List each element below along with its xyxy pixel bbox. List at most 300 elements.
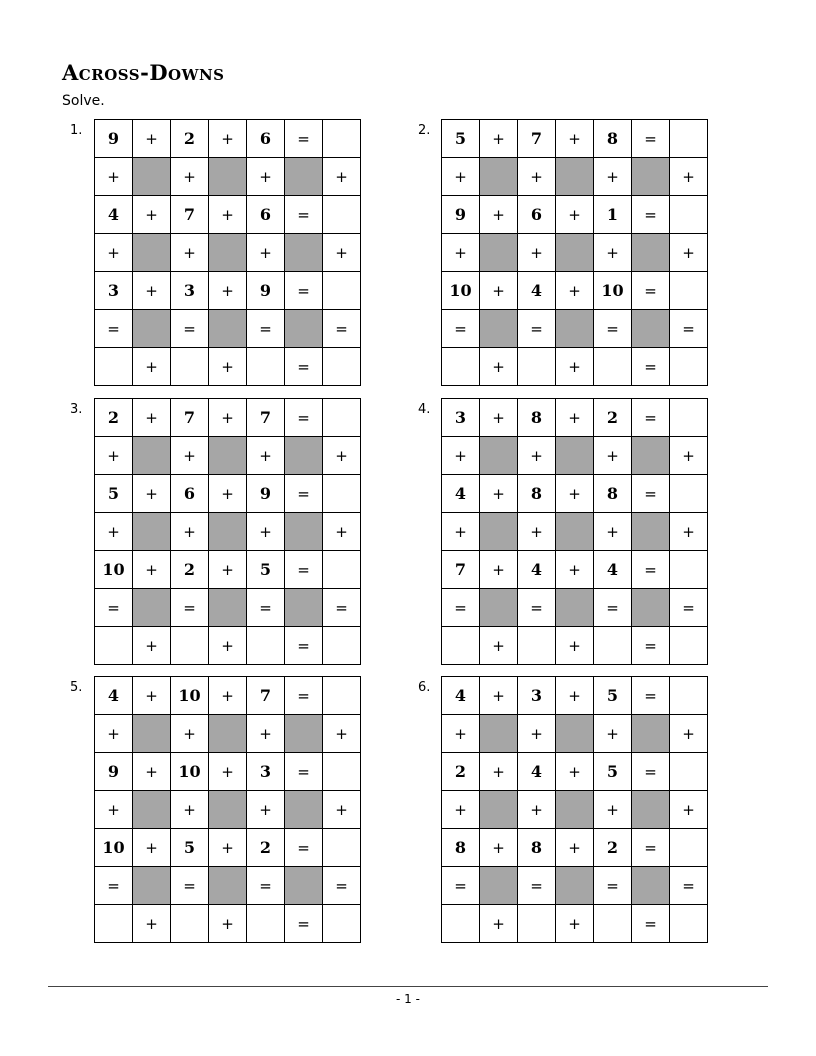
plus-sign: +: [556, 475, 594, 513]
plus-sign: +: [133, 120, 171, 158]
answer-cell[interactable]: [594, 905, 632, 943]
equals-sign: =: [632, 627, 670, 665]
number-cell: 10: [171, 677, 209, 715]
plus-sign: +: [594, 791, 632, 829]
grid-row: [95, 158, 361, 196]
plus-sign: +: [209, 475, 247, 513]
shaded-cell: [632, 437, 670, 475]
shaded-cell: [133, 715, 171, 753]
plus-sign: +: [480, 120, 518, 158]
plus-sign: +: [247, 437, 285, 475]
number-cell: 9: [247, 475, 285, 513]
plus-sign: +: [95, 513, 133, 551]
plus-sign: +: [556, 272, 594, 310]
puzzle-grid: [441, 676, 708, 943]
plus-sign: +: [442, 791, 480, 829]
grid-row: [95, 310, 361, 348]
grid-row: [95, 829, 361, 867]
shaded-cell: [133, 791, 171, 829]
number-cell: 10: [95, 551, 133, 589]
plus-sign: +: [480, 551, 518, 589]
plus-sign: +: [594, 513, 632, 551]
plus-sign: +: [670, 791, 708, 829]
plus-sign: +: [518, 234, 556, 272]
answer-cell[interactable]: [670, 120, 708, 158]
equals-sign: =: [285, 272, 323, 310]
equals-sign: =: [285, 120, 323, 158]
number-cell: 2: [594, 829, 632, 867]
equals-sign: =: [285, 677, 323, 715]
answer-cell[interactable]: [323, 196, 361, 234]
plus-sign: +: [594, 437, 632, 475]
number-cell: 6: [171, 475, 209, 513]
equals-sign: =: [632, 120, 670, 158]
plus-sign: +: [556, 829, 594, 867]
equals-sign: =: [632, 753, 670, 791]
equals-sign: =: [594, 310, 632, 348]
plus-sign: +: [209, 348, 247, 386]
plus-sign: +: [95, 234, 133, 272]
plus-sign: +: [594, 715, 632, 753]
equals-sign: =: [247, 867, 285, 905]
puzzle-number: 1.: [70, 123, 83, 138]
number-cell: 4: [95, 677, 133, 715]
plus-sign: +: [480, 829, 518, 867]
plus-sign: +: [442, 234, 480, 272]
plus-sign: +: [209, 120, 247, 158]
plus-sign: +: [171, 158, 209, 196]
number-cell: 4: [95, 196, 133, 234]
grid-row: [95, 272, 361, 310]
plus-sign: +: [95, 715, 133, 753]
plus-sign: +: [95, 158, 133, 196]
plus-sign: +: [133, 399, 171, 437]
grid-row: [95, 715, 361, 753]
plus-sign: +: [209, 677, 247, 715]
shaded-cell: [285, 310, 323, 348]
shaded-cell: [480, 715, 518, 753]
equals-sign: =: [285, 399, 323, 437]
number-cell: 3: [247, 753, 285, 791]
shaded-cell: [556, 513, 594, 551]
equals-sign: =: [632, 475, 670, 513]
plus-sign: +: [247, 715, 285, 753]
grid-row: [442, 310, 708, 348]
grid-row: [442, 475, 708, 513]
grid-row: [442, 196, 708, 234]
shaded-cell: [480, 513, 518, 551]
number-cell: 9: [95, 753, 133, 791]
grid-row: [95, 399, 361, 437]
shaded-cell: [285, 867, 323, 905]
plus-sign: +: [480, 475, 518, 513]
answer-cell[interactable]: [518, 348, 556, 386]
grid-row: [95, 867, 361, 905]
grid-row: [442, 272, 708, 310]
plus-sign: +: [323, 791, 361, 829]
shaded-cell: [632, 715, 670, 753]
plus-sign: +: [323, 513, 361, 551]
grid-row: [95, 348, 361, 386]
plus-sign: +: [594, 158, 632, 196]
shaded-cell: [133, 437, 171, 475]
grid-row: [95, 791, 361, 829]
shaded-cell: [480, 791, 518, 829]
answer-cell[interactable]: [518, 905, 556, 943]
shaded-cell: [133, 310, 171, 348]
plus-sign: +: [480, 627, 518, 665]
number-cell: 5: [247, 551, 285, 589]
plus-sign: +: [133, 475, 171, 513]
grid-row: [442, 867, 708, 905]
plus-sign: +: [480, 348, 518, 386]
shaded-cell: [133, 513, 171, 551]
plus-sign: +: [670, 513, 708, 551]
shaded-cell: [556, 589, 594, 627]
plus-sign: +: [518, 513, 556, 551]
plus-sign: +: [209, 829, 247, 867]
answer-cell[interactable]: [95, 627, 133, 665]
grid-row: [442, 513, 708, 551]
number-cell: 7: [247, 677, 285, 715]
number-cell: 6: [247, 196, 285, 234]
number-cell: 8: [594, 475, 632, 513]
answer-cell[interactable]: [323, 627, 361, 665]
puzzle-grid: [94, 398, 361, 665]
plus-sign: +: [95, 791, 133, 829]
answer-cell[interactable]: [442, 905, 480, 943]
shaded-cell: [209, 158, 247, 196]
plus-sign: +: [133, 905, 171, 943]
worksheet-title: Across-Downs: [62, 60, 225, 85]
shaded-cell: [285, 437, 323, 475]
answer-cell[interactable]: [247, 905, 285, 943]
plus-sign: +: [323, 437, 361, 475]
plus-sign: +: [442, 513, 480, 551]
plus-sign: +: [480, 196, 518, 234]
answer-cell[interactable]: [670, 272, 708, 310]
number-cell: 10: [95, 829, 133, 867]
number-cell: 7: [171, 399, 209, 437]
shaded-cell: [632, 589, 670, 627]
instruction-text: Solve.: [62, 93, 105, 109]
answer-cell[interactable]: [323, 753, 361, 791]
plus-sign: +: [247, 791, 285, 829]
number-cell: 7: [518, 120, 556, 158]
shaded-cell: [556, 867, 594, 905]
plus-sign: +: [556, 677, 594, 715]
number-cell: 2: [247, 829, 285, 867]
shaded-cell: [285, 158, 323, 196]
grid-row: [95, 234, 361, 272]
grid-row: [95, 753, 361, 791]
answer-cell[interactable]: [95, 905, 133, 943]
number-cell: 5: [442, 120, 480, 158]
number-cell: 8: [518, 829, 556, 867]
plus-sign: +: [556, 627, 594, 665]
number-cell: 8: [518, 475, 556, 513]
equals-sign: =: [95, 310, 133, 348]
plus-sign: +: [323, 234, 361, 272]
shaded-cell: [285, 791, 323, 829]
plus-sign: +: [323, 158, 361, 196]
puzzle-number: 5.: [70, 680, 83, 695]
number-cell: 4: [442, 475, 480, 513]
number-cell: 5: [594, 677, 632, 715]
equals-sign: =: [670, 310, 708, 348]
equals-sign: =: [323, 310, 361, 348]
shaded-cell: [632, 513, 670, 551]
number-cell: 4: [518, 551, 556, 589]
shaded-cell: [632, 791, 670, 829]
shaded-cell: [209, 589, 247, 627]
shaded-cell: [632, 867, 670, 905]
plus-sign: +: [556, 551, 594, 589]
plus-sign: +: [480, 399, 518, 437]
plus-sign: +: [323, 715, 361, 753]
shaded-cell: [133, 234, 171, 272]
puzzle-number: 6.: [418, 680, 431, 695]
number-cell: 4: [518, 272, 556, 310]
number-cell: 3: [442, 399, 480, 437]
shaded-cell: [285, 234, 323, 272]
plus-sign: +: [594, 234, 632, 272]
plus-sign: +: [247, 158, 285, 196]
number-cell: 7: [247, 399, 285, 437]
number-cell: 1: [594, 196, 632, 234]
plus-sign: +: [518, 437, 556, 475]
grid-row: [95, 589, 361, 627]
plus-sign: +: [171, 234, 209, 272]
number-cell: 2: [594, 399, 632, 437]
shaded-cell: [556, 310, 594, 348]
answer-cell[interactable]: [594, 348, 632, 386]
equals-sign: =: [323, 589, 361, 627]
number-cell: 10: [171, 753, 209, 791]
shaded-cell: [556, 158, 594, 196]
plus-sign: +: [480, 677, 518, 715]
shaded-cell: [209, 513, 247, 551]
answer-cell[interactable]: [171, 627, 209, 665]
plus-sign: +: [670, 715, 708, 753]
equals-sign: =: [247, 310, 285, 348]
answer-cell[interactable]: [323, 348, 361, 386]
shaded-cell: [556, 234, 594, 272]
puzzle-grid: [94, 676, 361, 943]
equals-sign: =: [632, 272, 670, 310]
equals-sign: =: [323, 867, 361, 905]
answer-cell[interactable]: [323, 475, 361, 513]
number-cell: 9: [247, 272, 285, 310]
number-cell: 2: [442, 753, 480, 791]
plus-sign: +: [171, 513, 209, 551]
grid-row: [442, 551, 708, 589]
answer-cell[interactable]: [323, 551, 361, 589]
grid-row: [95, 120, 361, 158]
shaded-cell: [133, 867, 171, 905]
equals-sign: =: [632, 905, 670, 943]
page-number: - 1 -: [396, 992, 420, 1006]
shaded-cell: [480, 867, 518, 905]
plus-sign: +: [556, 120, 594, 158]
number-cell: 2: [95, 399, 133, 437]
answer-cell[interactable]: [442, 348, 480, 386]
shaded-cell: [133, 589, 171, 627]
plus-sign: +: [518, 791, 556, 829]
plus-sign: +: [556, 399, 594, 437]
puzzle-grid: [441, 119, 708, 386]
answer-cell[interactable]: [670, 399, 708, 437]
answer-cell[interactable]: [323, 120, 361, 158]
plus-sign: +: [209, 551, 247, 589]
equals-sign: =: [285, 475, 323, 513]
plus-sign: +: [247, 234, 285, 272]
equals-sign: =: [670, 589, 708, 627]
shaded-cell: [209, 310, 247, 348]
answer-cell[interactable]: [670, 196, 708, 234]
grid-row: [442, 399, 708, 437]
shaded-cell: [209, 437, 247, 475]
plus-sign: +: [171, 715, 209, 753]
plus-sign: +: [133, 829, 171, 867]
answer-cell[interactable]: [95, 348, 133, 386]
grid-row: [95, 905, 361, 943]
equals-sign: =: [518, 867, 556, 905]
equals-sign: =: [171, 589, 209, 627]
answer-cell[interactable]: [171, 348, 209, 386]
grid-row: [442, 158, 708, 196]
plus-sign: +: [209, 905, 247, 943]
puzzle-grid: [441, 398, 708, 665]
equals-sign: =: [95, 867, 133, 905]
number-cell: 2: [171, 120, 209, 158]
answer-cell[interactable]: [247, 348, 285, 386]
grid-row: [442, 829, 708, 867]
equals-sign: =: [95, 589, 133, 627]
plus-sign: +: [670, 158, 708, 196]
shaded-cell: [556, 437, 594, 475]
shaded-cell: [632, 310, 670, 348]
number-cell: 3: [95, 272, 133, 310]
equals-sign: =: [285, 196, 323, 234]
answer-cell[interactable]: [247, 627, 285, 665]
number-cell: 5: [594, 753, 632, 791]
grid-row: [442, 234, 708, 272]
answer-cell[interactable]: [670, 348, 708, 386]
number-cell: 9: [442, 196, 480, 234]
number-cell: 7: [171, 196, 209, 234]
answer-cell[interactable]: [670, 829, 708, 867]
number-cell: 4: [518, 753, 556, 791]
equals-sign: =: [442, 589, 480, 627]
number-cell: 10: [442, 272, 480, 310]
plus-sign: +: [480, 272, 518, 310]
plus-sign: +: [480, 753, 518, 791]
plus-sign: +: [95, 437, 133, 475]
number-cell: 4: [442, 677, 480, 715]
grid-row: [442, 791, 708, 829]
equals-sign: =: [285, 829, 323, 867]
number-cell: 7: [442, 551, 480, 589]
equals-sign: =: [285, 551, 323, 589]
plus-sign: +: [442, 158, 480, 196]
grid-row: [442, 677, 708, 715]
equals-sign: =: [632, 829, 670, 867]
plus-sign: +: [133, 627, 171, 665]
answer-cell[interactable]: [171, 905, 209, 943]
grid-row: [442, 715, 708, 753]
answer-cell[interactable]: [323, 677, 361, 715]
answer-cell[interactable]: [518, 627, 556, 665]
plus-sign: +: [480, 905, 518, 943]
puzzle-grid: [94, 119, 361, 386]
equals-sign: =: [285, 627, 323, 665]
answer-cell[interactable]: [670, 677, 708, 715]
equals-sign: =: [632, 677, 670, 715]
equals-sign: =: [285, 348, 323, 386]
plus-sign: +: [133, 551, 171, 589]
number-cell: 5: [95, 475, 133, 513]
equals-sign: =: [670, 867, 708, 905]
grid-row: [95, 437, 361, 475]
equals-sign: =: [171, 867, 209, 905]
number-cell: 8: [442, 829, 480, 867]
equals-sign: =: [632, 348, 670, 386]
answer-cell[interactable]: [323, 399, 361, 437]
plus-sign: +: [171, 437, 209, 475]
plus-sign: +: [518, 158, 556, 196]
answer-cell[interactable]: [670, 475, 708, 513]
plus-sign: +: [133, 348, 171, 386]
grid-row: [95, 513, 361, 551]
shaded-cell: [556, 791, 594, 829]
puzzle-number: 4.: [418, 402, 431, 417]
number-cell: 9: [95, 120, 133, 158]
equals-sign: =: [594, 867, 632, 905]
equals-sign: =: [518, 310, 556, 348]
shaded-cell: [133, 158, 171, 196]
answer-cell[interactable]: [670, 627, 708, 665]
grid-row: [442, 627, 708, 665]
grid-row: [442, 437, 708, 475]
equals-sign: =: [518, 589, 556, 627]
grid-row: [95, 475, 361, 513]
answer-cell[interactable]: [442, 627, 480, 665]
plus-sign: +: [442, 437, 480, 475]
number-cell: 8: [594, 120, 632, 158]
grid-row: [95, 627, 361, 665]
answer-cell[interactable]: [670, 905, 708, 943]
answer-cell[interactable]: [323, 905, 361, 943]
equals-sign: =: [632, 551, 670, 589]
answer-cell[interactable]: [670, 551, 708, 589]
equals-sign: =: [442, 310, 480, 348]
plus-sign: +: [670, 437, 708, 475]
plus-sign: +: [556, 753, 594, 791]
puzzle-number: 2.: [418, 123, 431, 138]
grid-row: [95, 196, 361, 234]
number-cell: 10: [594, 272, 632, 310]
footer-divider: [48, 986, 768, 987]
answer-cell[interactable]: [323, 272, 361, 310]
equals-sign: =: [171, 310, 209, 348]
number-cell: 2: [171, 551, 209, 589]
equals-sign: =: [247, 589, 285, 627]
answer-cell[interactable]: [670, 753, 708, 791]
answer-cell[interactable]: [323, 829, 361, 867]
answer-cell[interactable]: [594, 627, 632, 665]
number-cell: 4: [594, 551, 632, 589]
